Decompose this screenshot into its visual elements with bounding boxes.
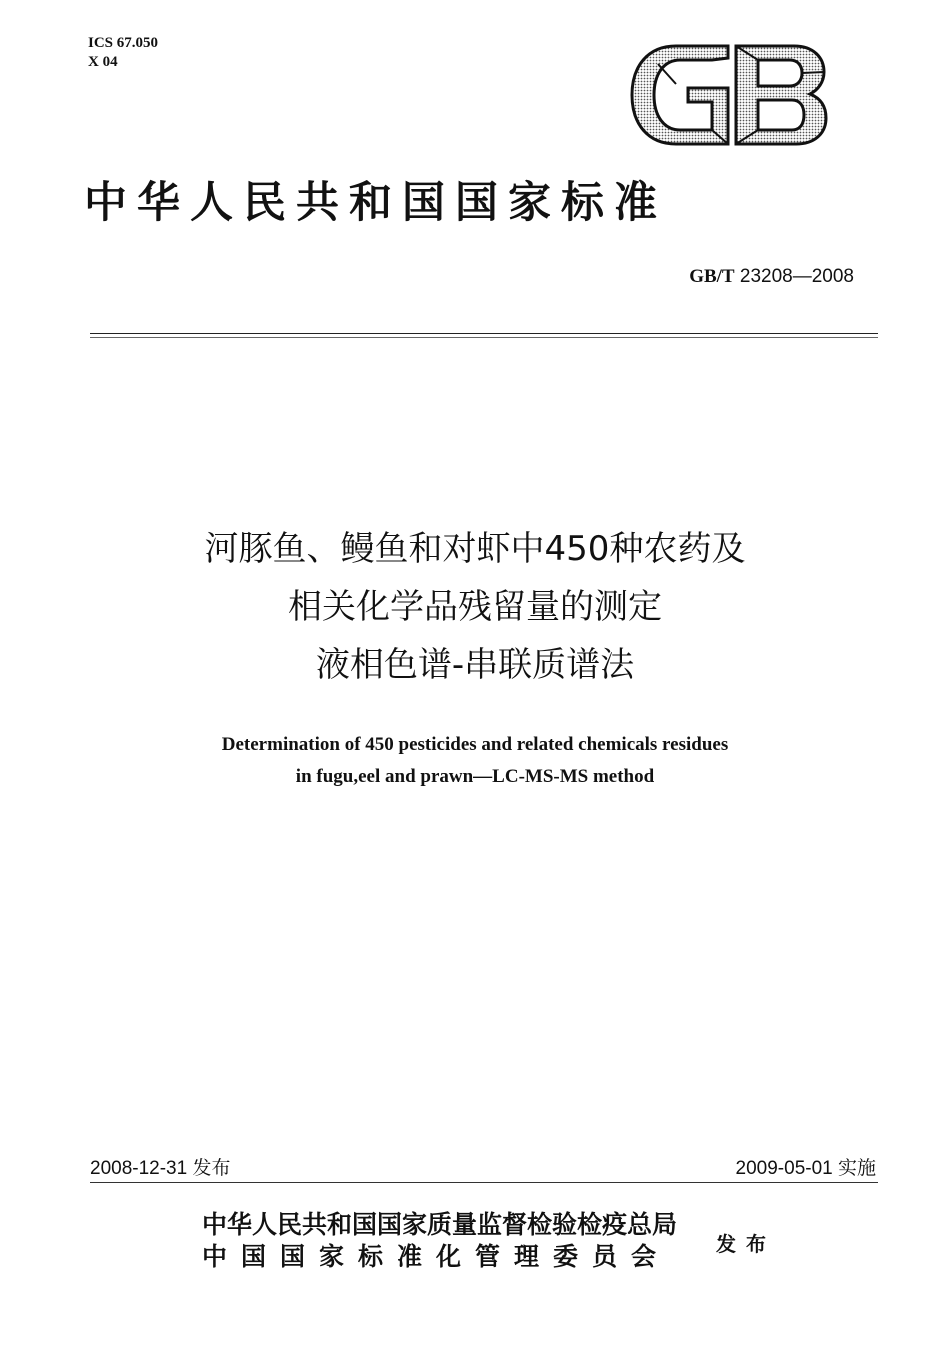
classification-codes (88, 34, 158, 72)
standard-number (689, 266, 854, 288)
implementation-date: 2009-05-01 实施 (735, 1158, 876, 1179)
publish-label: 发布 (716, 1232, 776, 1256)
footer-divider (90, 1182, 878, 1183)
english-title (0, 729, 950, 793)
chinese-title-line-2: 相关化学品残留量的测定 (288, 587, 662, 627)
issuing-authorities (202, 1209, 677, 1273)
national-standard-title: 中华人民共和国国家标准 (84, 178, 667, 228)
header-divider (90, 333, 878, 334)
chinese-title-line-1: 河豚鱼、鳗鱼和对虾中450种农药及 (204, 529, 746, 569)
standard-code: 23208—2008 (739, 266, 854, 287)
standard-prefix: GB/T (689, 266, 735, 287)
gb-logo (628, 44, 828, 146)
ics-code: ICS 67.050 (88, 35, 159, 51)
issuer-sac: 中国国家标准化管理委员会 (202, 1242, 671, 1271)
issuer-aqsiq: 中华人民共和国国家质量监督检验检疫总局 (202, 1210, 678, 1239)
ccs-code: X 04 (88, 54, 118, 70)
chinese-title-line-3: 液相色谱-串联质谱法 (315, 645, 635, 685)
issue-date: 2008-12-31 发布 (90, 1158, 231, 1179)
header-divider-secondary (90, 337, 878, 338)
chinese-title (0, 520, 950, 694)
english-title-line-2: in fugu,eel and prawn—LC-MS-MS method (295, 766, 655, 787)
english-title-line-1: Determination of 450 pesticides and related chemicals residues (221, 734, 729, 755)
